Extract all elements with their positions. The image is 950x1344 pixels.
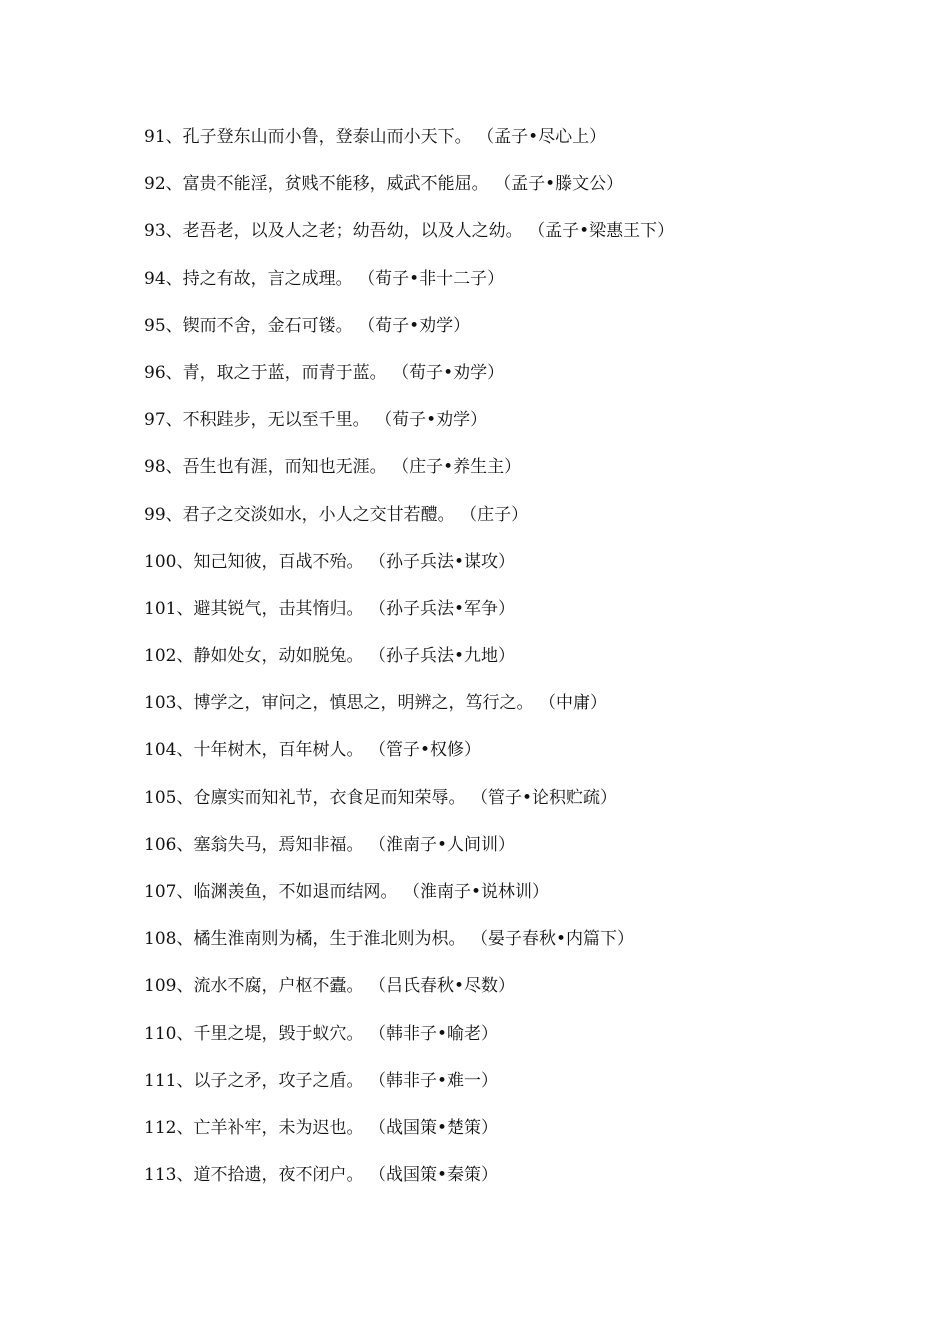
quote-number: 103、 [144, 693, 194, 714]
quote-text: 避其锐气，击其惰归。 [193, 598, 364, 619]
quote-text: 持之有故，言之成理。 [182, 268, 353, 289]
quote-number: 95、 [144, 315, 183, 336]
quote-source: （韩非子•喻老） [377, 1023, 498, 1044]
quote-source: （淮南子•说林训） [411, 882, 549, 902]
quote-list [144, 120, 924, 1205]
quote-source: （淮南子•人间训） [377, 834, 515, 855]
list-item [144, 1017, 924, 1064]
quote-source: （荀子•劝学） [366, 315, 471, 336]
quote-number: 110、 [144, 1023, 194, 1044]
quote-text: 孔子登东山而小鲁，登泰山而小天下。 [182, 127, 472, 147]
quote-text: 静如处女，动如脱兔。 [193, 646, 364, 667]
quote-text: 塞翁失马，焉知非福。 [193, 834, 364, 855]
quote-source: （战国策•秦策） [377, 1165, 498, 1186]
list-item [144, 686, 924, 733]
list-item [144, 403, 924, 450]
quote-number: 93、 [144, 221, 183, 242]
list-item [144, 922, 924, 969]
quote-text: 临渊羡鱼，不如退而结网。 [193, 882, 398, 902]
list-item [144, 545, 924, 592]
quote-source: （孙子兵法•军争） [377, 598, 515, 619]
quote-source: （荀子•非十二子） [366, 268, 505, 289]
quote-source: （韩非子•难一） [377, 1070, 498, 1091]
quote-source: （孟子•尽心上） [485, 127, 607, 147]
quote-source: （孙子兵法•谋攻） [377, 551, 515, 572]
list-item [144, 639, 924, 686]
list-item [144, 167, 924, 214]
quote-number: 91、 [144, 127, 183, 147]
quote-text: 吾生也有涯，而知也无涯。 [182, 457, 387, 478]
quote-source: （荀子•劝学） [400, 362, 505, 383]
quote-source: （孟子•梁惠王下） [536, 221, 675, 242]
quote-number: 106、 [144, 834, 194, 855]
list-item [144, 450, 924, 497]
quote-number: 104、 [144, 740, 194, 761]
quote-source: （孙子兵法•九地） [377, 646, 515, 667]
quote-number: 109、 [144, 976, 194, 997]
quote-text: 锲而不舍，金石可镂。 [182, 315, 353, 336]
quote-text: 橘生淮南则为橘，生于淮北则为枳。 [193, 929, 466, 950]
quote-source: （孟子•滕文公） [502, 174, 624, 195]
quote-text: 博学之，审问之，慎思之，明辨之，笃行之。 [193, 693, 534, 714]
quote-text: 富贵不能淫，贫贱不能移，威武不能屈。 [182, 174, 489, 195]
quote-number: 99、 [144, 504, 183, 525]
quote-text: 以子之矛，攻子之盾。 [193, 1070, 364, 1091]
quote-number: 98、 [144, 457, 183, 478]
list-item [144, 356, 924, 403]
quote-number: 92、 [144, 174, 183, 195]
quote-number: 107、 [144, 882, 194, 902]
list-item [144, 1158, 924, 1205]
quote-source: （庄子） [468, 504, 529, 525]
list-item [144, 262, 924, 309]
list-item [144, 733, 924, 780]
quote-source: （荀子•劝学） [383, 410, 488, 431]
quote-number: 108、 [144, 929, 194, 950]
list-item [144, 781, 924, 828]
list-item [144, 875, 924, 922]
quote-number: 101、 [144, 598, 194, 619]
quote-source: （中庸） [547, 693, 607, 714]
list-item [144, 309, 924, 356]
quote-number: 102、 [144, 646, 194, 667]
list-item [144, 120, 924, 167]
quote-source: （管子•权修） [377, 740, 481, 761]
quote-text: 十年树木，百年树人。 [193, 740, 364, 761]
list-item [144, 1111, 924, 1158]
quote-text: 老吾老，以及人之老；幼吾幼，以及人之幼。 [182, 221, 523, 242]
quote-number: 113、 [144, 1165, 194, 1186]
list-item [144, 969, 924, 1016]
quote-text: 青，取之于蓝，而青于蓝。 [182, 362, 387, 383]
list-item [144, 592, 924, 639]
quote-source: （晏子春秋•内篇下） [479, 929, 634, 950]
quote-number: 111、 [144, 1070, 194, 1091]
quote-number: 96、 [144, 362, 183, 383]
quote-number: 94、 [144, 268, 183, 289]
quote-text: 千里之堤，毁于蚁穴。 [193, 1023, 364, 1044]
quote-source: （吕氏春秋•尽数） [377, 976, 515, 997]
quote-text: 仓廪实而知礼节，衣食足而知荣辱。 [193, 787, 466, 808]
quote-number: 112、 [144, 1117, 194, 1138]
quote-text: 道不拾遗，夜不闭户。 [193, 1165, 364, 1186]
list-item [144, 1064, 924, 1111]
quote-number: 97、 [144, 410, 183, 431]
quote-source: （管子•论积贮疏） [479, 787, 617, 808]
list-item [144, 498, 924, 545]
quote-source: （庄子•养生主） [400, 457, 522, 478]
quote-number: 105、 [144, 787, 194, 808]
list-item [144, 214, 924, 261]
quote-text: 流水不腐，户枢不蠹。 [193, 976, 364, 997]
quote-source: （战国策•楚策） [377, 1117, 498, 1138]
quote-text: 亡羊补牢，未为迟也。 [193, 1117, 364, 1138]
quote-text: 不积跬步，无以至千里。 [182, 410, 370, 431]
quote-text: 知己知彼，百战不殆。 [193, 551, 364, 572]
list-item [144, 828, 924, 875]
quote-number: 100、 [144, 551, 194, 572]
quote-text: 君子之交淡如水，小人之交甘若醴。 [182, 504, 455, 525]
